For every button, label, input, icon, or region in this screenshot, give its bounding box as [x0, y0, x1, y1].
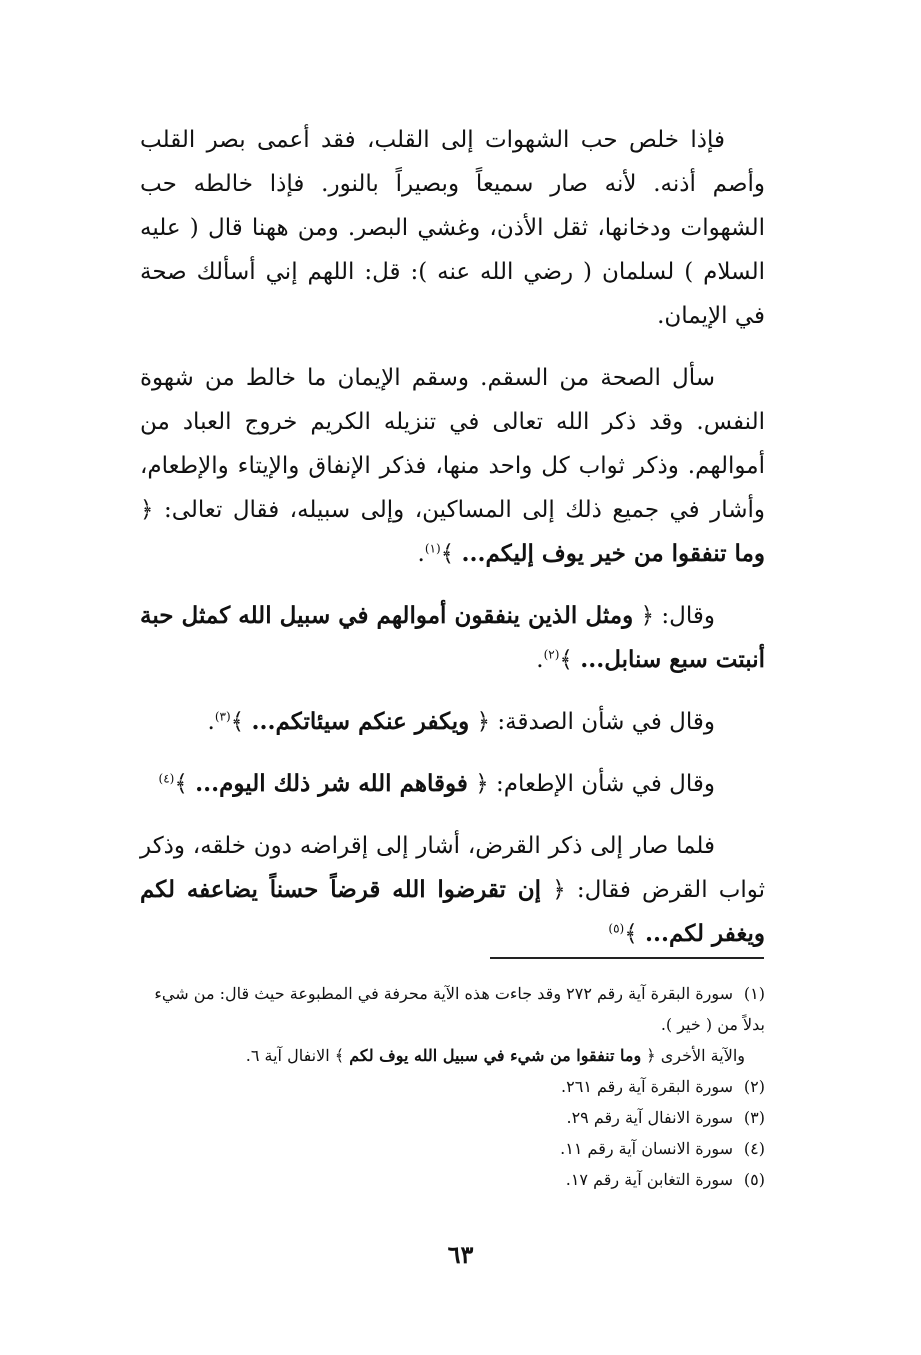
footnote-5-number: (٥) — [743, 1170, 765, 1189]
footnote-2-number: (٢) — [743, 1077, 765, 1096]
footnote-3-number: (٣) — [743, 1108, 765, 1127]
quran-quote-1: وما تنفقوا من خير يوف إليكم... — [461, 540, 765, 567]
quran-quote-5: إن تقرضوا الله قرضاً حسناً يضاعفه لكم ويغفر لكم... — [140, 876, 765, 947]
quran-quote-2: ومثل الذين ينفقون أموالهم في سبيل الله كمثل حبة أنبتت سبع سنابل... — [140, 602, 765, 673]
footnote-2 — [140, 1071, 765, 1102]
paragraph-4-text: وقال في شأن الصدقة: — [497, 709, 715, 735]
footnote-1b-quote: وما تنفقوا من شيء في سبيل الله يوف لكم — [349, 1046, 642, 1065]
footnote-ref-5: (٥) — [608, 921, 625, 936]
paragraph-3: وقال: ﴿ ومثل الذين ينفقون أموالهم في سبيل الله كمثل حبة أنبتت سبع سنابل... ﴾$^{(٢)}$. — [140, 602, 765, 673]
quran-quote-3: ويكفر عنكم سيئاتكم... — [251, 708, 470, 735]
footnote-ref-2: (٢) — [543, 647, 560, 662]
quran-close-bracket: ﴾ — [440, 541, 455, 567]
footnote-4-text: سورة الانسان آية رقم ١١. — [560, 1139, 733, 1158]
quran-open-bracket: ﴿ — [475, 771, 489, 797]
paragraph-3-text: وقال: — [661, 603, 715, 629]
quran-quote-4: فوقاهم الله شر ذلك اليوم... — [195, 770, 468, 797]
page-number: ٦٣ — [447, 1240, 474, 1269]
footnote-2-text: سورة البقرة آية رقم ٢٦١. — [561, 1077, 733, 1096]
footnote-5 — [140, 1164, 765, 1195]
quran-open-bracket: ﴿ — [646, 1046, 656, 1065]
footnote-ref-4: (٤) — [158, 771, 175, 786]
footnote-1-number: (١) — [743, 984, 765, 1003]
footnote-4-number: (٤) — [743, 1139, 765, 1158]
footnote-4 — [140, 1133, 765, 1164]
quran-open-bracket: ﴿ — [140, 497, 154, 523]
footnote-1b-tail: الانفال آية ٦. — [245, 1046, 330, 1065]
footnote-3-text: سورة الانفال آية رقم ٢٩. — [566, 1108, 733, 1127]
footnote-1 — [140, 978, 765, 1040]
footnote-ref-1: (١) — [424, 541, 441, 556]
footnote-divider — [490, 957, 764, 959]
footnote-5-text: سورة التغابن آية رقم ١٧. — [565, 1170, 733, 1189]
footnote-1-text: سورة البقرة آية رقم ٢٧٢ وقد جاءت هذه الآية محرفة في المطبوعة حيث قال: من شيء بدلاً من ( خير ). — [154, 984, 765, 1034]
quran-close-bracket: ﴾ — [624, 921, 638, 947]
footnote-3 — [140, 1102, 765, 1133]
paragraph-1-text: فإذا خلص حب الشهوات إلى القلب، فقد أعمى بصر القلب وأصم أذنه. لأنه صار سميعاً وبصيراً بالنور. فإذا خالطه حب الشهوات ودخانها، ثقل الأذن، وغشي البصر. ومن ههنا قال ( عليه السلام ) لسلمان ( رضي الله عنه ): قل: اللهم إني أسألك صحة في الإيمان. — [140, 127, 765, 329]
quran-close-bracket: ﴾ — [559, 647, 573, 673]
paragraph-6 — [140, 824, 765, 956]
paragraph-4: وقال في شأن الصدقة: ﴿ ويكفر عنكم سيئاتكم... ﴾$^{(٣)}$. — [207, 708, 715, 735]
footnote-ref-3: (٣) — [214, 709, 231, 724]
main-text — [140, 118, 765, 974]
quran-close-bracket: ﴾ — [174, 771, 188, 797]
quran-close-bracket: ﴾ — [230, 709, 245, 735]
paragraph-5-text: وقال في شأن الإطعام: — [496, 771, 715, 797]
footnotes — [140, 978, 765, 1195]
footnote-1-continued — [140, 1040, 765, 1071]
paragraph-2: سأل الصحة من السقم. وسقم الإيمان ما خالط من شهوة النفس. وقد ذكر الله تعالى في تنزيله الكريم خروج العباد من أموالهم. وذكر ثواب كل واحد منها، فذكر الإنفاق والإيتاء والإطعام، وأشار في جميع ذلك إلى المساكين، وإلى سبيله، فقال تعالى: ﴿ وما تنفقوا من خير يوف إليكم... ﴾$^{(١)}$. — [140, 365, 766, 567]
quran-open-bracket: ﴿ — [640, 603, 655, 629]
quran-open-bracket: ﴿ — [476, 709, 491, 735]
footnote-1b-text: والآية الأخرى — [660, 1046, 745, 1065]
paragraph-5 — [140, 762, 765, 806]
paragraph-6-text: فلما صار إلى ذكر القرض، أشار إلى إقراضه دون خلقه، وذكر ثواب القرض فقال: — [140, 833, 766, 903]
paragraph-2-text: سأل الصحة من السقم. وسقم الإيمان ما خالط من شهوة النفس. وقد ذكر الله تعالى في تنزيله الكريم خروج العباد من أموالهم. وذكر ثواب كل واحد منها، فذكر الإنفاق والإيتاء والإطعام، وأشار في جميع ذلك إلى المساكين، وإلى سبيله، فقال تعالى: — [140, 365, 766, 523]
quran-close-bracket: ﴾ — [334, 1046, 345, 1065]
paragraph-1 — [140, 118, 765, 338]
quran-open-bracket: ﴿ — [552, 877, 566, 903]
